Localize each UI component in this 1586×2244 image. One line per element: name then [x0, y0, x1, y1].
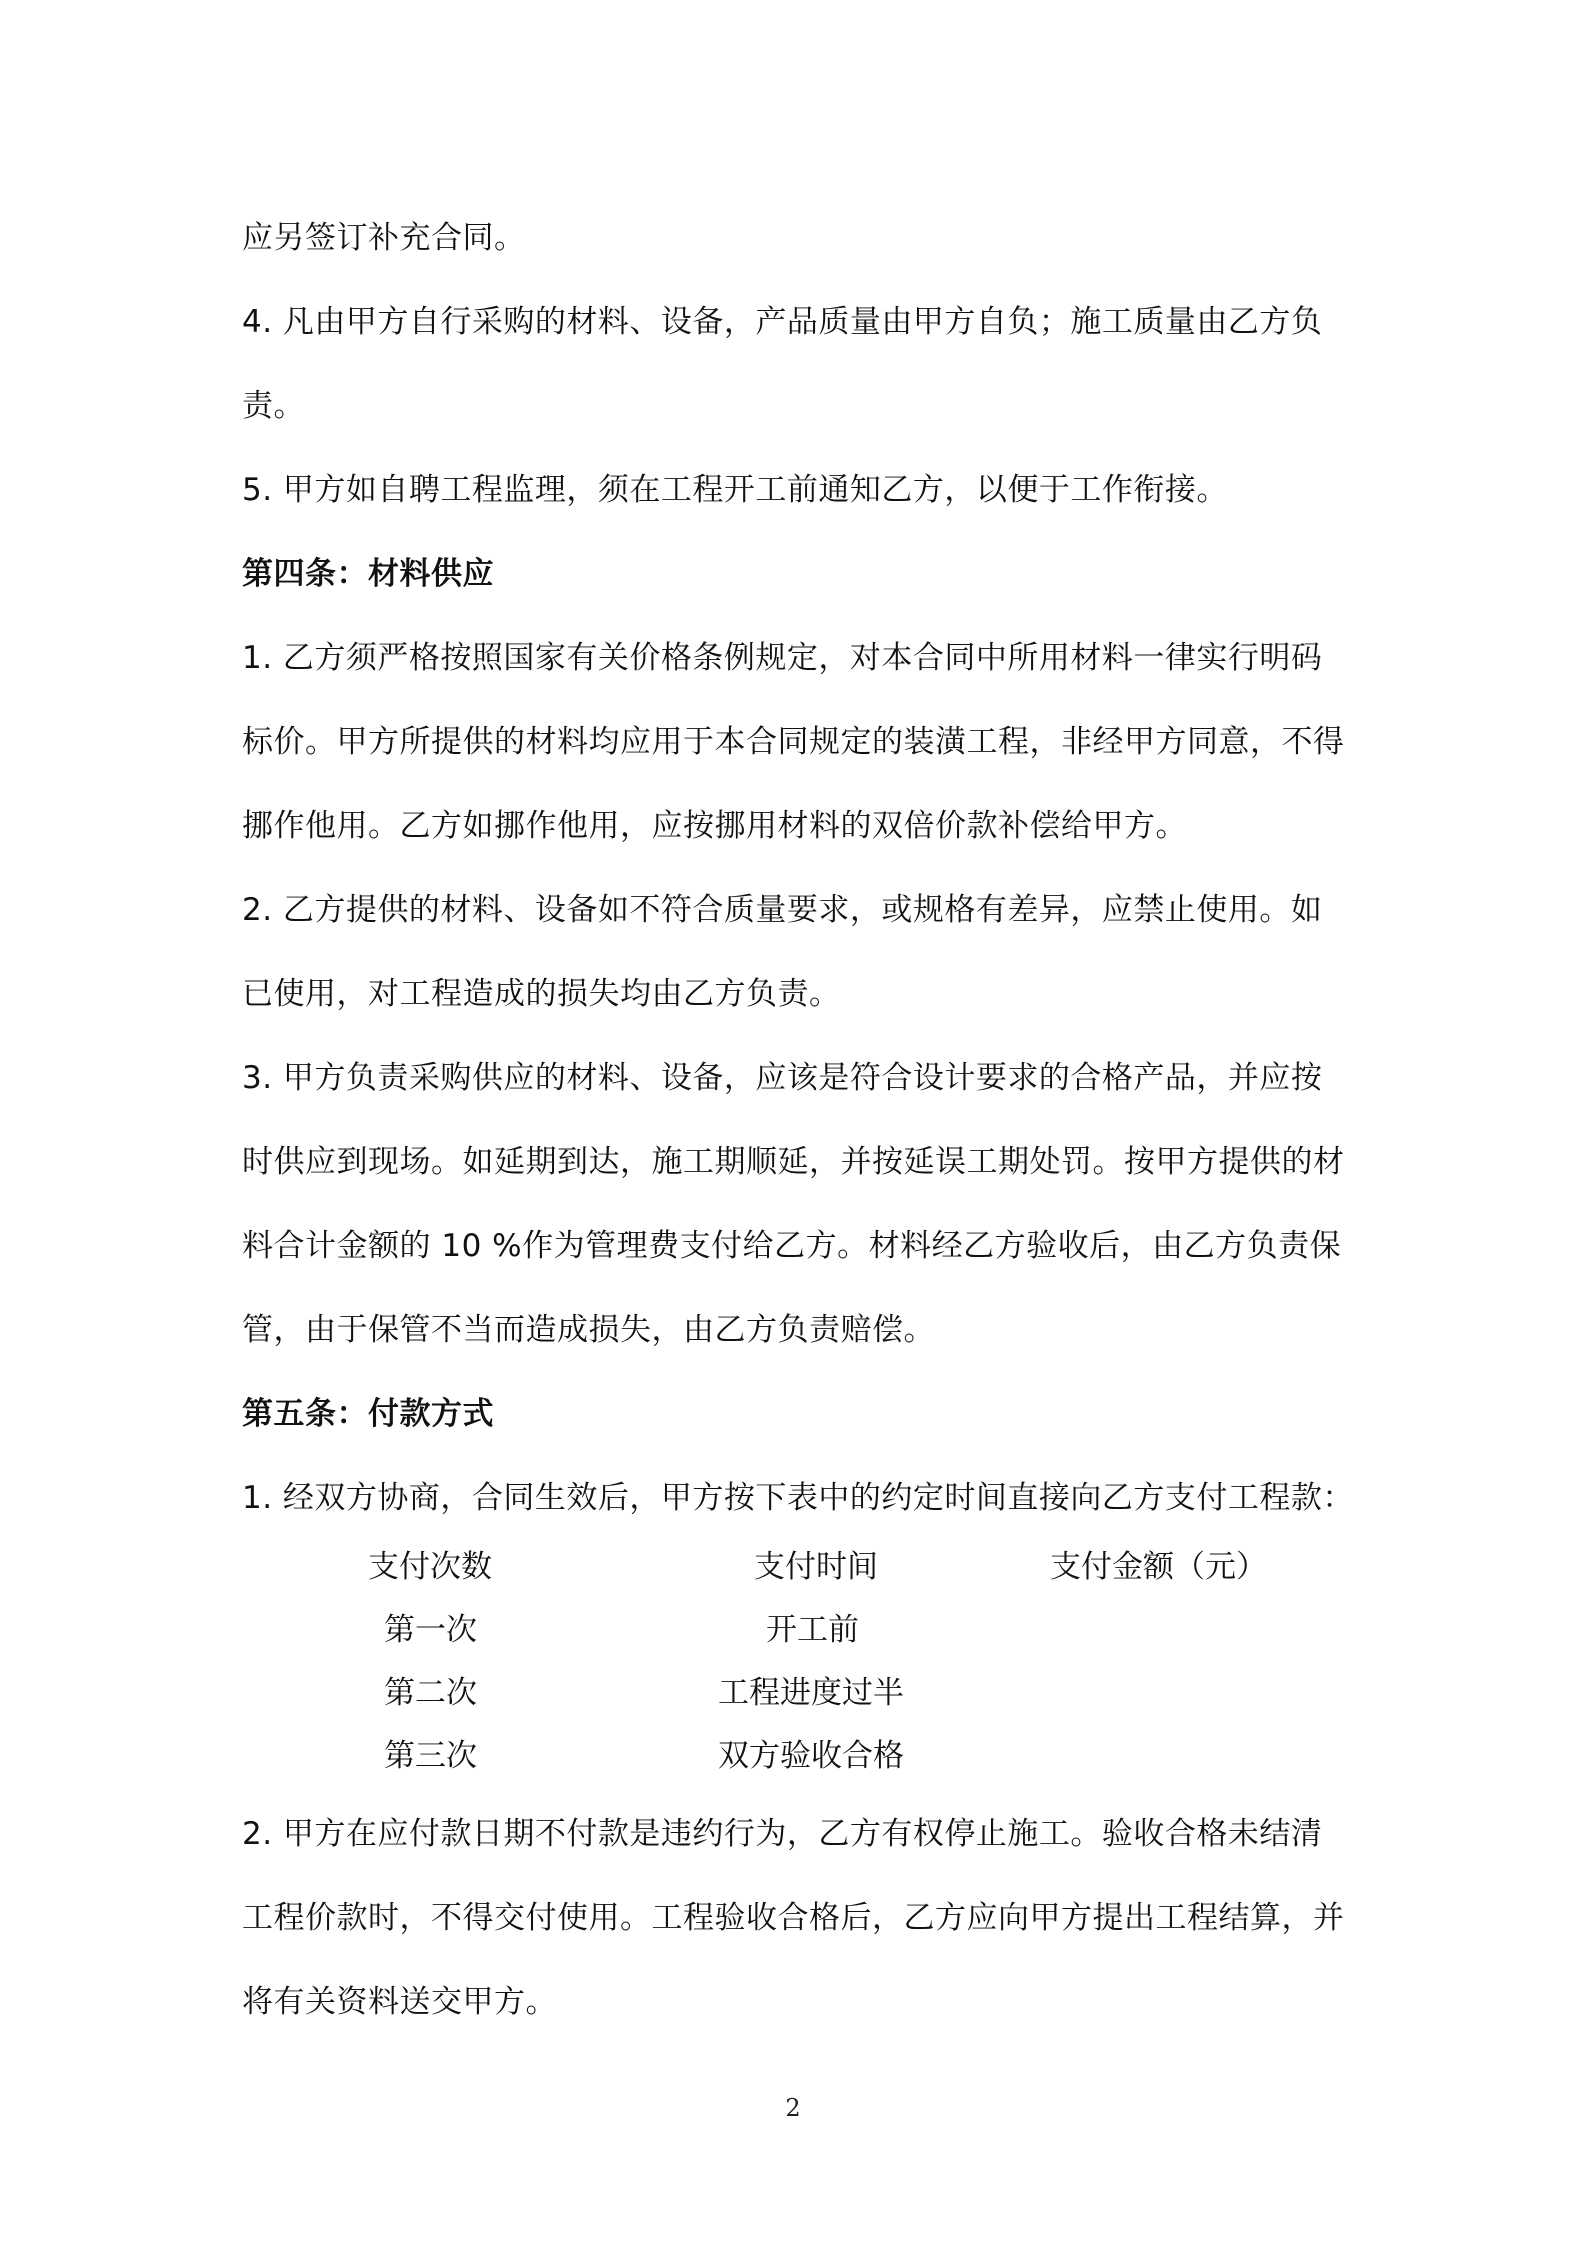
table-header-row [242, 1536, 1362, 1599]
table-header-cell: 支付金额（元） [1050, 1549, 1267, 1585]
paragraph-line: 2. 乙方提供的材料、设备如不符合质量要求，或规格有差异，应禁止使用。如 [242, 892, 1323, 928]
paragraph-line: 时供应到现场。如延期到达，施工期顺延，并按延误工期处罚。按甲方提供的材 [242, 1144, 1345, 1180]
table-row [242, 1662, 1362, 1725]
table-cell: 工程进度过半 [718, 1675, 904, 1711]
paragraph-line: 3. 甲方负责采购供应的材料、设备，应该是符合设计要求的合格产品，并应按 [242, 1060, 1323, 1096]
paragraph-line: 4. 凡由甲方自行采购的材料、设备，产品质量由甲方自负；施工质量由乙方负 [242, 304, 1323, 340]
paragraph-line: 管，由于保管不当而造成损失，由乙方负责赔偿。 [242, 1312, 935, 1348]
paragraph-line: 责。 [242, 388, 305, 424]
paragraph-line: 1. 经双方协商，合同生效后，甲方按下表中的约定时间直接向乙方支付工程款： [242, 1480, 1354, 1516]
table-cell: 开工前 [766, 1612, 859, 1648]
paragraph-line: 5. 甲方如自聘工程监理，须在工程开工前通知乙方，以便于工作衔接。 [242, 472, 1228, 508]
paragraph-line: 应另签订补充合同。 [242, 220, 526, 256]
table-row [242, 1599, 1362, 1662]
table-cell: 第一次 [384, 1612, 477, 1648]
paragraph-line: 1. 乙方须严格按照国家有关价格条例规定，对本合同中所用材料一律实行明码 [242, 640, 1323, 676]
table-header-cell: 支付时间 [754, 1549, 878, 1585]
payment-schedule-table [242, 1536, 1362, 1788]
paragraph-line: 2. 甲方在应付款日期不付款是违约行为，乙方有权停止施工。验收合格未结清 [242, 1816, 1323, 1852]
table-header-cell: 支付次数 [368, 1549, 492, 1585]
section-heading-materials: 第四条：材料供应 [242, 556, 494, 592]
table-cell: 第三次 [384, 1738, 477, 1774]
document-body [242, 196, 1362, 2044]
paragraph-line: 将有关资料送交甲方。 [242, 1984, 557, 2020]
table-row [242, 1725, 1362, 1788]
section-heading-payment: 第五条：付款方式 [242, 1396, 494, 1432]
table-cell: 第二次 [384, 1675, 477, 1711]
paragraph-line: 标价。甲方所提供的材料均应用于本合同规定的装潢工程，非经甲方同意，不得 [242, 724, 1345, 760]
paragraph-line: 料合计金额的 10 %作为管理费支付给乙方。材料经乙方验收后，由乙方负责保 [242, 1228, 1342, 1264]
paragraph-line: 挪作他用。乙方如挪作他用，应按挪用材料的双倍价款补偿给甲方。 [242, 808, 1187, 844]
page-number: 2 [785, 2094, 801, 2122]
paragraph-line: 工程价款时，不得交付使用。工程验收合格后，乙方应向甲方提出工程结算，并 [242, 1900, 1345, 1936]
paragraph-line: 已使用，对工程造成的损失均由乙方负责。 [242, 976, 841, 1012]
table-cell: 双方验收合格 [718, 1738, 904, 1774]
